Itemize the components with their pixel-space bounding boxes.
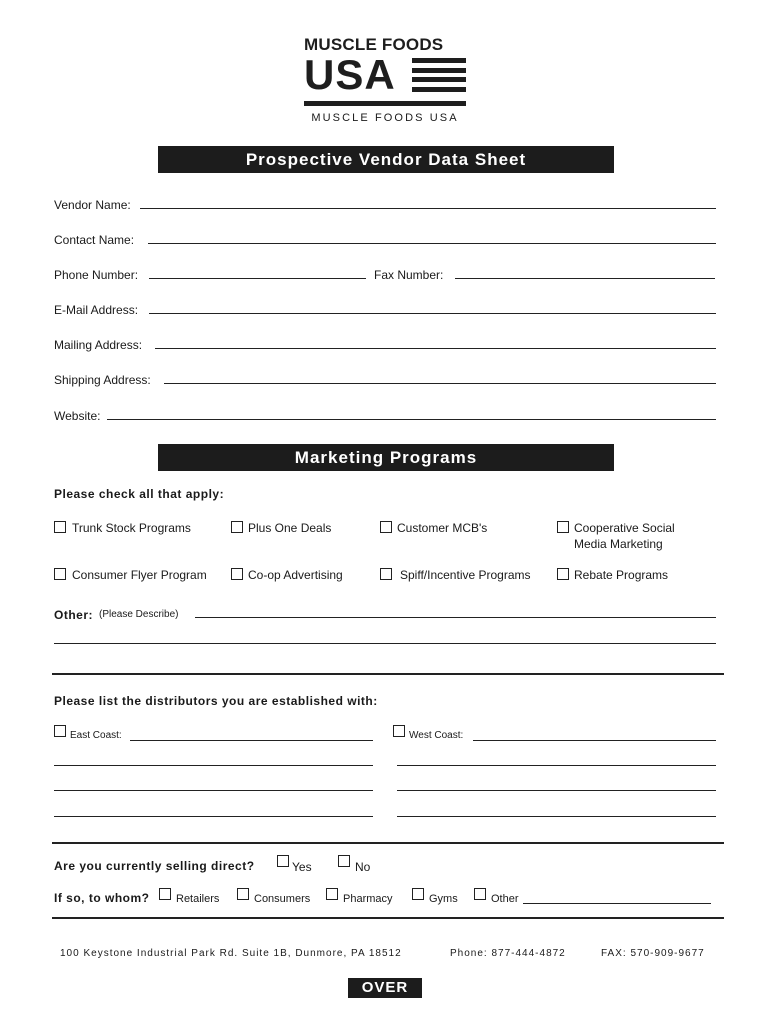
selling-direct-no-label: No (355, 860, 371, 874)
other-describe-field-line2[interactable] (54, 643, 716, 644)
logo-usa-text: USA (304, 51, 396, 98)
shipping-address-label: Shipping Address: (54, 373, 151, 387)
retailers-checkbox[interactable] (159, 888, 171, 900)
consumer-flyer-checkbox[interactable] (54, 568, 66, 580)
coop-advertising-checkbox[interactable] (231, 568, 243, 580)
east-coast-field[interactable] (130, 740, 373, 741)
customer-mcb-label: Customer MCB's (397, 521, 488, 535)
phone-number-field[interactable] (149, 278, 366, 279)
consumers-label: Consumers (254, 893, 311, 905)
footer-address: 100 Keystone Industrial Park Rd. Suite 1B, Dunmore, PA 18512 (60, 948, 402, 959)
selling-direct-question: Are you currently selling direct? (54, 859, 255, 873)
west-coast-field-line2[interactable] (397, 765, 716, 766)
over-label: OVER (348, 978, 422, 998)
coop-social-label-line2: Media Marketing (574, 537, 663, 551)
logo-stripes (412, 58, 466, 96)
website-field[interactable] (107, 419, 716, 420)
west-coast-field[interactable] (473, 740, 716, 741)
coop-social-checkbox[interactable] (557, 521, 569, 533)
spiff-incentive-checkbox[interactable] (380, 568, 392, 580)
plus-one-label: Plus One Deals (248, 521, 332, 535)
other-describe-field[interactable] (195, 617, 716, 618)
distributors-prompt: Please list the distributors you are established with: (54, 694, 378, 708)
selling-direct-yes-checkbox[interactable] (277, 855, 289, 867)
other-hint: (Please Describe) (99, 609, 179, 620)
vendor-name-field[interactable] (140, 208, 716, 209)
east-coast-label: East Coast: (70, 730, 122, 741)
plus-one-checkbox[interactable] (231, 521, 243, 533)
marketing-section-title: Marketing Programs (158, 444, 614, 471)
coop-advertising-label: Co-op Advertising (248, 568, 343, 582)
other-label: Other: (54, 608, 93, 622)
selling-direct-no-checkbox[interactable] (338, 855, 350, 867)
rebate-programs-label: Rebate Programs (574, 568, 669, 582)
contact-name-label: Contact Name: (54, 233, 135, 247)
email-address-label: E-Mail Address: (54, 303, 139, 317)
gyms-checkbox[interactable] (412, 888, 424, 900)
spiff-incentive-label: Spiff/Incentive Programs (400, 568, 531, 582)
marketing-instruction: Please check all that apply: (54, 487, 225, 501)
logo-subtitle: MUSCLE FOODS USA (311, 112, 459, 124)
other-whom-checkbox[interactable] (474, 888, 486, 900)
logo-top-text: MUSCLE FOODS (304, 35, 444, 54)
footer-fax: FAX: 570-909-9677 (601, 948, 705, 959)
other-whom-field[interactable] (523, 903, 711, 904)
west-coast-label: West Coast: (409, 730, 464, 741)
shipping-address-field[interactable] (164, 383, 716, 384)
trunk-stock-checkbox[interactable] (54, 521, 66, 533)
section-divider-3 (52, 917, 724, 919)
mailing-address-label: Mailing Address: (54, 338, 143, 352)
contact-name-field[interactable] (148, 243, 716, 244)
west-coast-checkbox[interactable] (393, 725, 405, 737)
consumer-flyer-label: Consumer Flyer Program (72, 568, 207, 582)
west-coast-field-line4[interactable] (397, 816, 716, 817)
gyms-label: Gyms (429, 893, 458, 905)
retailers-label: Retailers (176, 893, 220, 905)
west-coast-field-line3[interactable] (397, 790, 716, 791)
consumers-checkbox[interactable] (237, 888, 249, 900)
east-coast-checkbox[interactable] (54, 725, 66, 737)
coop-social-label-line1: Cooperative Social (574, 521, 675, 535)
vendor-section-title: Prospective Vendor Data Sheet (158, 146, 614, 173)
pharmacy-label: Pharmacy (343, 893, 393, 905)
selling-direct-yes-label: Yes (292, 860, 312, 874)
vendor-name-label: Vendor Name: (54, 198, 131, 212)
website-label: Website: (54, 409, 101, 423)
trunk-stock-label: Trunk Stock Programs (72, 521, 191, 535)
other-whom-label: Other (491, 893, 519, 905)
east-coast-field-line2[interactable] (54, 765, 373, 766)
section-divider (52, 673, 724, 675)
rebate-programs-checkbox[interactable] (557, 568, 569, 580)
east-coast-field-line4[interactable] (54, 816, 373, 817)
east-coast-field-line3[interactable] (54, 790, 373, 791)
to-whom-question: If so, to whom? (54, 891, 150, 905)
pharmacy-checkbox[interactable] (326, 888, 338, 900)
email-address-field[interactable] (149, 313, 716, 314)
fax-number-label: Fax Number: (374, 268, 444, 282)
section-divider-2 (52, 842, 724, 844)
mailing-address-field[interactable] (155, 348, 716, 349)
logo-rule (304, 101, 466, 106)
phone-number-label: Phone Number: (54, 268, 139, 282)
fax-number-field[interactable] (455, 278, 715, 279)
customer-mcb-checkbox[interactable] (380, 521, 392, 533)
footer-phone: Phone: 877-444-4872 (450, 948, 566, 959)
